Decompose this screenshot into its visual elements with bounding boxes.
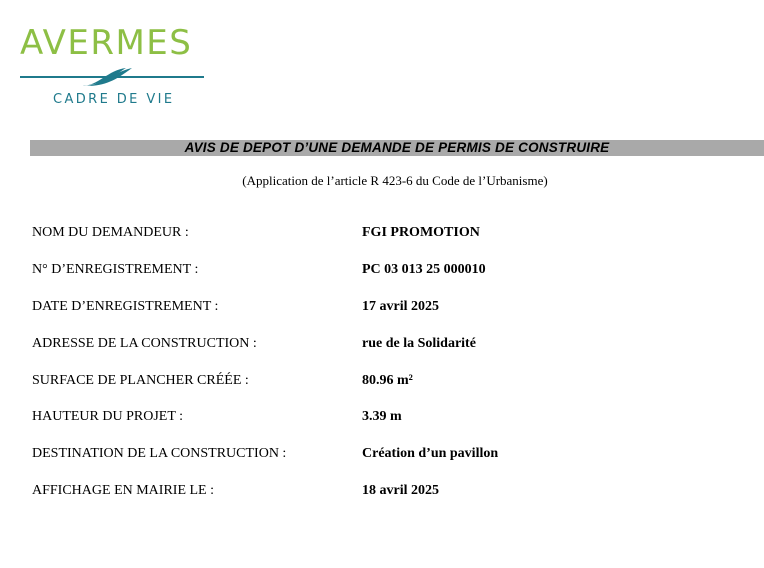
field-value: PC 03 013 25 000010 (362, 262, 486, 277)
field-label: N° D’ENREGISTREMENT : (32, 262, 199, 277)
field-label: NOM DU DEMANDEUR : (32, 225, 189, 240)
field-value: FGI PROMOTION (362, 225, 480, 240)
field-label: AFFICHAGE EN MAIRIE LE : (32, 483, 214, 498)
logo-title: AVERMES (20, 23, 193, 63)
field-value: Création d’un pavillon (362, 446, 499, 461)
field-value: 18 avril 2025 (362, 483, 439, 498)
field-row-destination (32, 444, 732, 464)
field-value: 17 avril 2025 (362, 299, 439, 314)
avermes-logo (20, 24, 210, 114)
field-label: HAUTEUR DU PROJET : (32, 409, 184, 424)
field-row-registration-number (32, 260, 732, 280)
field-label: SURFACE DE PLANCHER CRÉÉE : (32, 373, 249, 388)
field-row-address (32, 334, 732, 354)
field-row-applicant (32, 223, 732, 243)
field-label: DATE D’ENREGISTREMENT : (32, 299, 219, 314)
wave-icon (20, 64, 204, 88)
field-value: rue de la Solidarité (362, 336, 476, 351)
field-label: DESTINATION DE LA CONSTRUCTION : (32, 446, 287, 461)
field-row-floor-area (32, 371, 732, 391)
field-row-height (32, 407, 732, 427)
notice-title-banner: AVIS DE DEPOT D’UNE DEMANDE DE PERMIS DE CONSTRUIRE (30, 140, 764, 156)
field-value: 80.96 m² (362, 373, 413, 388)
field-label: ADRESSE DE LA CONSTRUCTION : (32, 336, 257, 351)
logo-subtitle: CADRE DE VIE (53, 92, 175, 107)
field-row-posting-date (32, 481, 732, 501)
field-value: 3.39 m (362, 409, 402, 424)
legal-reference: (Application de l’article R 423-6 du Code de l’Urbanisme) (242, 173, 548, 188)
field-row-registration-date (32, 297, 732, 317)
